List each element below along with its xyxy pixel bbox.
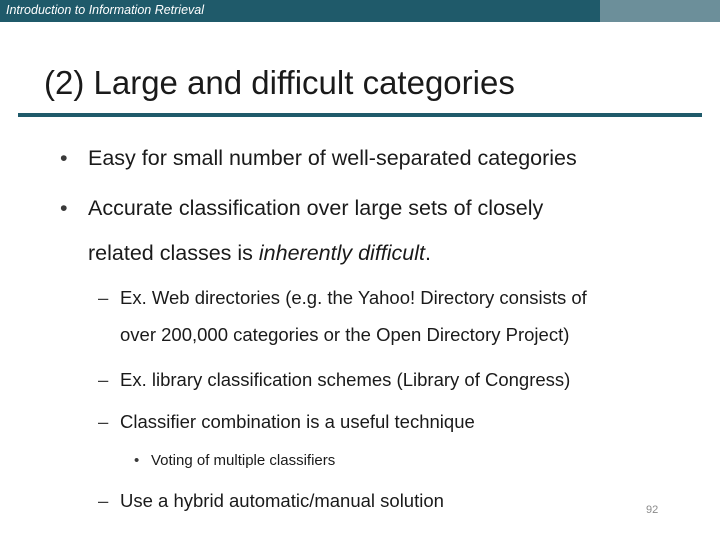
subbullet-text: Classifier combination is a useful technique xyxy=(120,411,475,432)
bullet-text-continued xyxy=(88,241,431,266)
header-accent-block xyxy=(600,0,720,22)
subbullet-marker: – xyxy=(98,287,109,308)
bullet-marker: • xyxy=(60,196,68,220)
bullet-text-plain: . xyxy=(425,241,431,265)
bullet-text: Easy for small number of well-separated categories xyxy=(88,146,577,170)
subbullet-marker: – xyxy=(98,369,109,390)
slide-title: (2) Large and difficult categories xyxy=(44,64,515,101)
subbullet-text: Ex. library classification schemes (Library of Congress) xyxy=(120,369,571,390)
bullet-text: Accurate classification over large sets of closely xyxy=(88,196,544,220)
subsubbullet-marker: • xyxy=(134,452,140,469)
subbullet-marker: – xyxy=(98,490,109,511)
bullet-text-plain: related classes is xyxy=(88,241,259,265)
title-underline xyxy=(18,113,702,117)
emphasis-text: inherently difficult xyxy=(258,241,426,265)
course-title: Introduction to Information Retrieval xyxy=(6,3,205,17)
subbullet-text: Use a hybrid automatic/manual solution xyxy=(120,490,444,511)
bullet-marker: • xyxy=(60,146,68,170)
subsubbullet-text: Voting of multiple classifiers xyxy=(151,452,336,469)
page-number: 92 xyxy=(646,504,659,516)
subbullet-text: Ex. Web directories (e.g. the Yahoo! Directory consists of xyxy=(120,287,587,308)
subbullet-text-continued: over 200,000 categories or the Open Directory Project) xyxy=(120,324,570,345)
subbullet-marker: – xyxy=(98,411,109,432)
